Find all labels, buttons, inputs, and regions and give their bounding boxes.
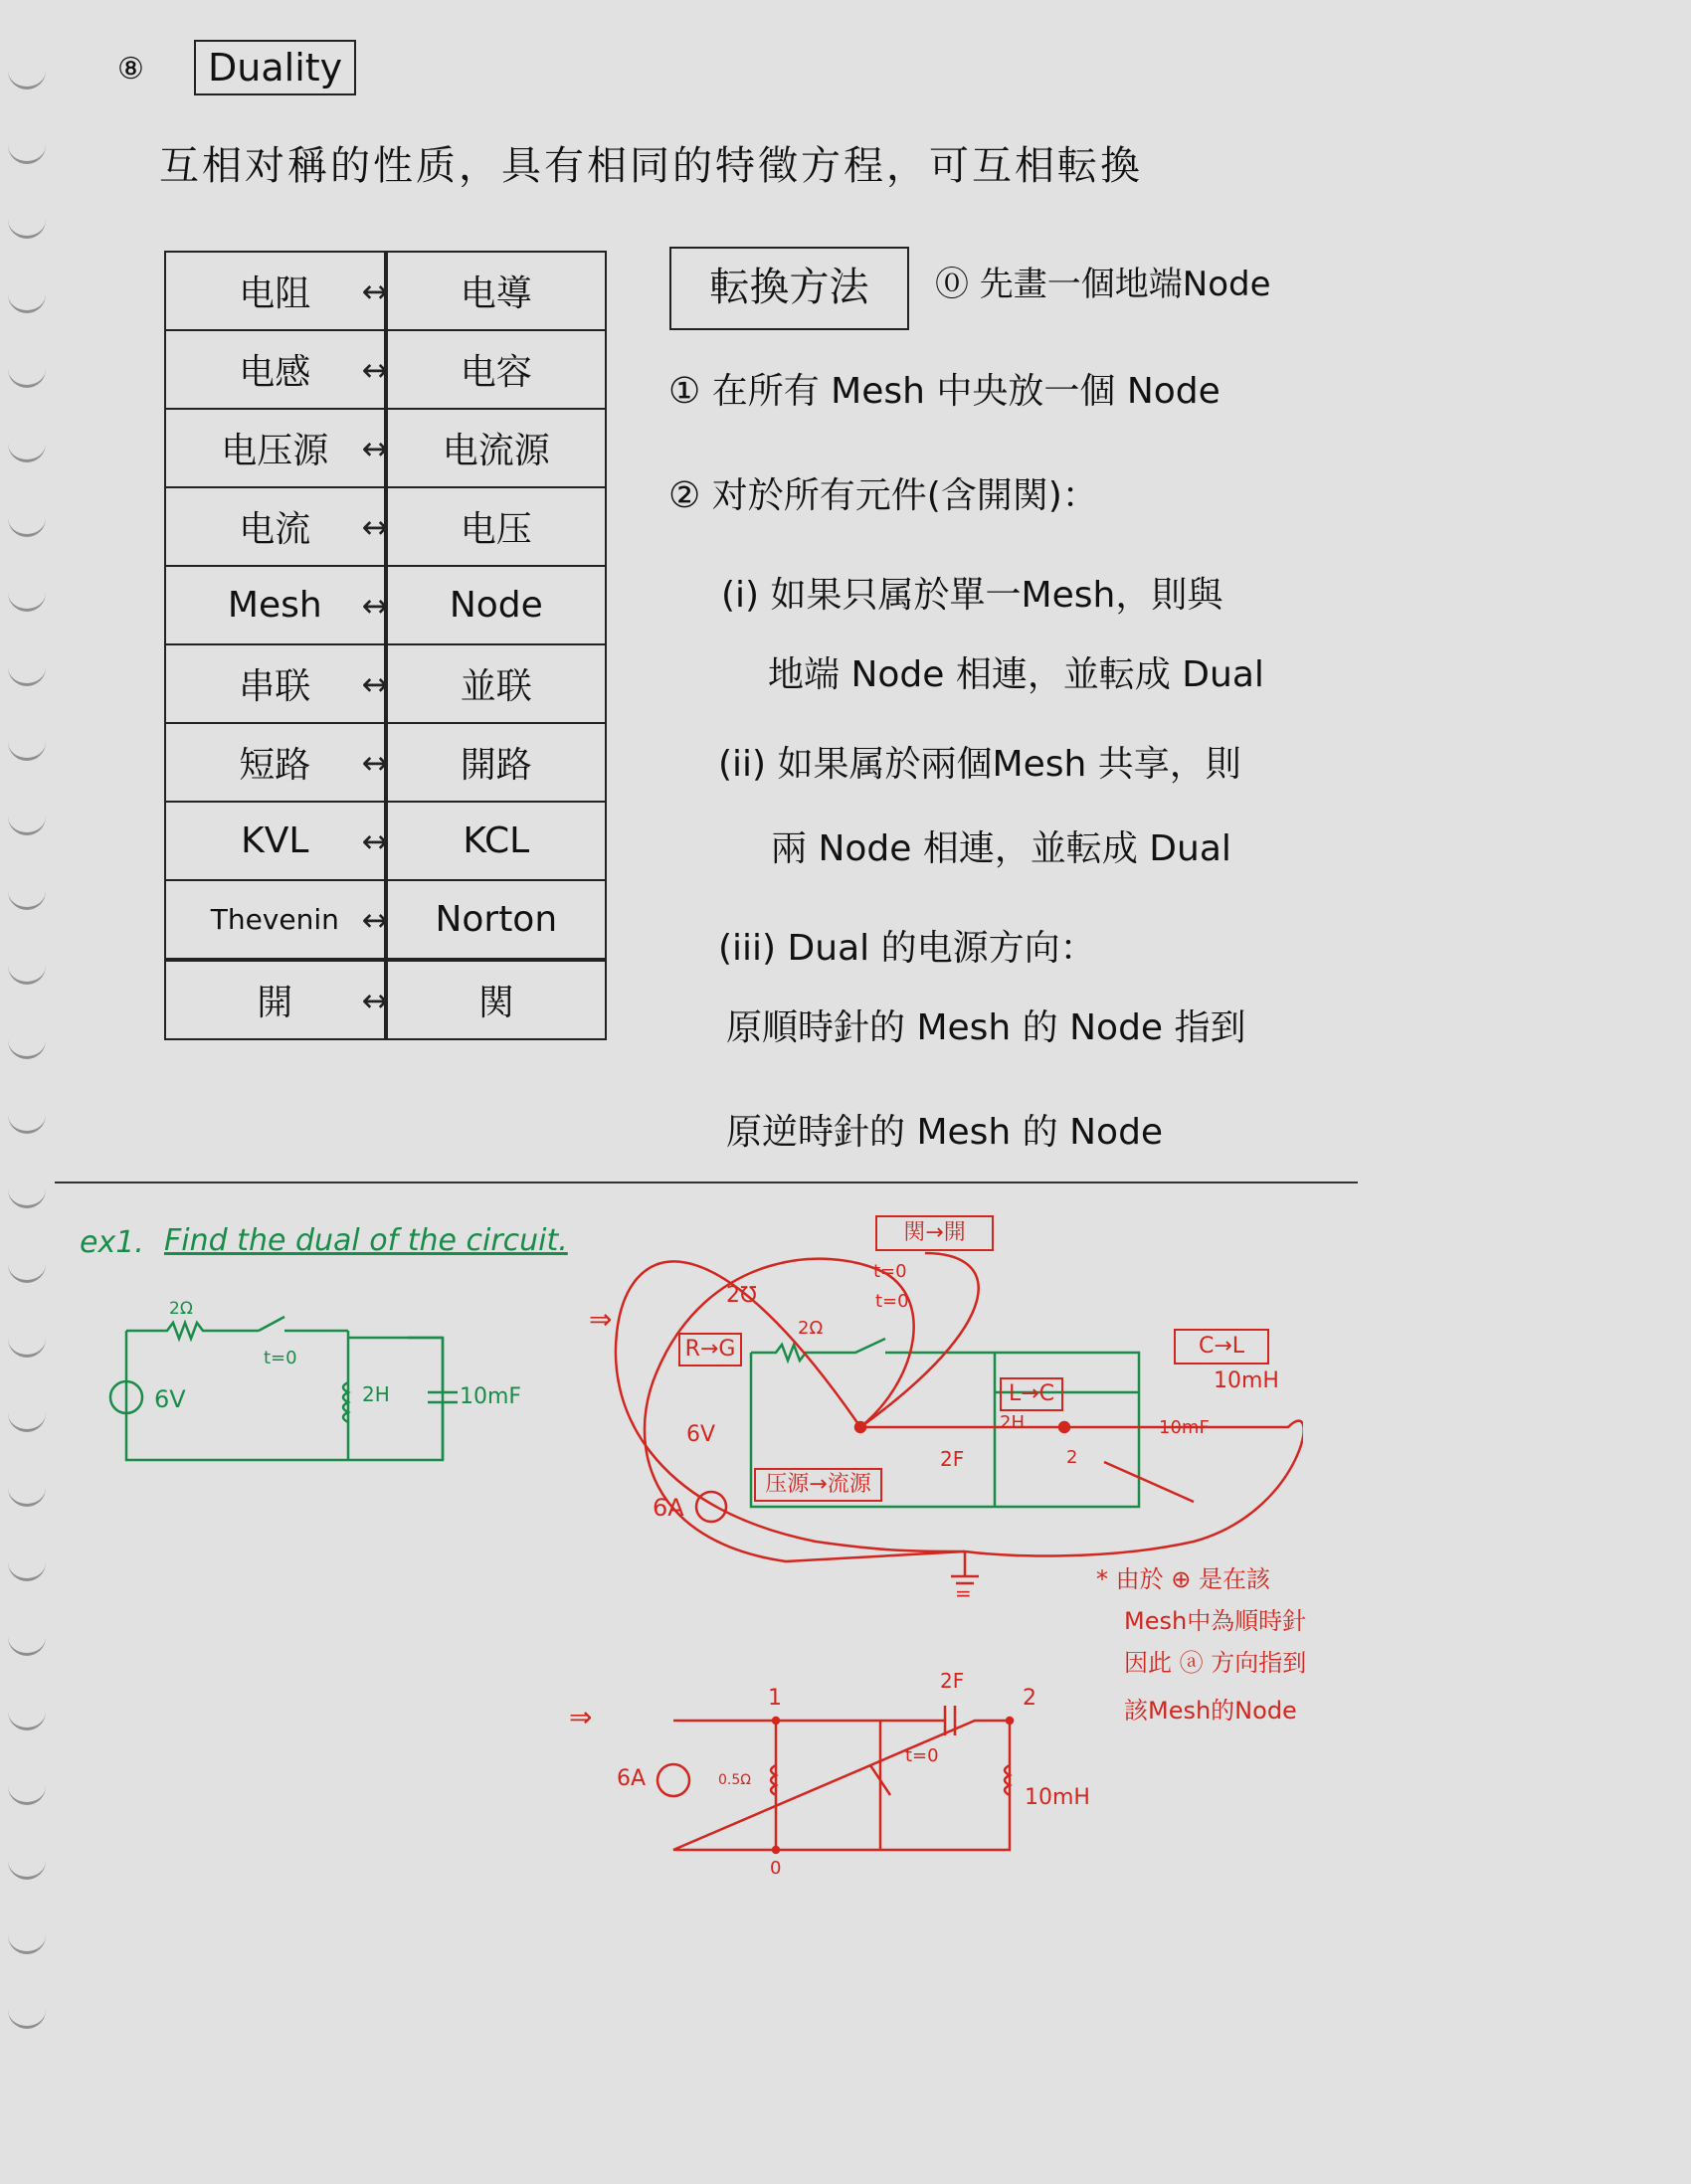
method-sub-2a: (ii) 如果属於兩個Mesh 共享，則 xyxy=(718,744,1241,785)
method-step-1: ① 在所有 Mesh 中央放一個 Node xyxy=(668,371,1221,412)
section-title: Duality xyxy=(194,40,356,95)
duality-left: Thevenin xyxy=(165,880,385,960)
method-sub-1a: (i) 如果只属於單一Mesh，則與 xyxy=(721,575,1223,616)
resistor-icon xyxy=(126,1323,259,1339)
spiral-ring xyxy=(8,214,46,239)
method-rule-1: 原順時針的 Mesh 的 Node 指到 xyxy=(726,1007,1246,1048)
spiral-ring xyxy=(8,811,46,835)
note-line-2: Mesh中為順時針 xyxy=(1124,1607,1307,1635)
work-node-2: 2 xyxy=(1066,1447,1078,1468)
duality-divider xyxy=(361,566,389,644)
resistor-icon xyxy=(771,1721,776,1850)
work-t1: t=0 xyxy=(873,1261,907,1282)
duality-divider xyxy=(361,487,389,566)
spiral-ring xyxy=(8,438,46,462)
spiral-ring xyxy=(8,1855,46,1880)
spiral-ring xyxy=(8,661,46,686)
spiral-ring xyxy=(8,512,46,537)
duality-divider xyxy=(361,330,389,409)
spiral-ring xyxy=(8,139,46,164)
node-0-dot xyxy=(773,1847,779,1853)
dual-node xyxy=(855,1422,865,1432)
work-source-v: 6V xyxy=(686,1422,716,1447)
method-rule-2: 原逆時針的 Mesh 的 Node xyxy=(726,1112,1164,1153)
spiral-ring xyxy=(8,1556,46,1581)
work-cap2-label: 10mF xyxy=(1159,1417,1210,1438)
result-resistor-label: 0.5Ω xyxy=(718,1772,751,1788)
duality-right: 电压 xyxy=(387,487,606,566)
method-sub-3: (iii) Dual 的电源方向： xyxy=(718,928,1096,969)
spiral-ring xyxy=(8,1706,46,1730)
section-divider xyxy=(55,1182,1358,1183)
result-switch-label: t=0 xyxy=(905,1745,939,1766)
result-capacitor-label: 2F xyxy=(940,1669,965,1693)
method-step-0: ⓪ 先畫一個地端Node xyxy=(935,265,1271,304)
spiral-ring xyxy=(8,65,46,90)
double-arrow-icon: ↔ xyxy=(361,429,389,467)
result-arrow: ⇒ xyxy=(569,1701,593,1733)
note-line-4: 該Mesh的Node xyxy=(1124,1697,1297,1725)
double-arrow-icon: ↔ xyxy=(361,507,389,546)
duality-left: 短路 xyxy=(165,723,385,802)
work-r-label: 2Ω xyxy=(798,1318,824,1339)
current-source-icon xyxy=(658,1764,689,1796)
spiral-binding xyxy=(0,0,60,2184)
duality-right: Norton xyxy=(387,880,606,960)
duality-row xyxy=(165,566,606,644)
duality-row xyxy=(165,644,606,723)
method-sub-2b: 兩 Node 相連，並転成 Dual xyxy=(771,828,1231,869)
orig-switch-label: t=0 xyxy=(264,1348,297,1368)
orig-source-label: 6V xyxy=(154,1385,186,1413)
duality-divider xyxy=(361,802,389,880)
spiral-ring xyxy=(8,2004,46,2029)
ground-icon xyxy=(951,1551,979,1583)
duality-right: 电流源 xyxy=(387,409,606,487)
section-number: ⑧ xyxy=(117,52,144,87)
duality-row xyxy=(165,723,606,802)
spiral-ring xyxy=(8,587,46,612)
section-subtitle: 互相对稱的性质，具有相同的特徵方程，可互相転換 xyxy=(159,143,1143,189)
duality-right: KCL xyxy=(387,802,606,880)
duality-row xyxy=(165,330,606,409)
box-switch: 関→開 xyxy=(875,1215,994,1251)
duality-right: 並联 xyxy=(387,644,606,723)
spiral-ring xyxy=(8,1258,46,1283)
duality-row xyxy=(165,252,606,330)
duality-right: 电導 xyxy=(387,252,606,330)
spiral-ring xyxy=(8,1929,46,1954)
duality-right: 開路 xyxy=(387,723,606,802)
duality-left: 电感 xyxy=(165,330,385,409)
duality-right: 电容 xyxy=(387,330,606,409)
duality-divider xyxy=(361,644,389,723)
work-ind-label: 2H xyxy=(1000,1412,1025,1433)
duality-divider xyxy=(361,409,389,487)
double-arrow-icon: ↔ xyxy=(361,586,389,625)
duality-left: 电流 xyxy=(165,487,385,566)
spiral-ring xyxy=(8,1034,46,1059)
duality-divider xyxy=(361,960,389,1039)
duality-right: Node xyxy=(387,566,606,644)
duality-row xyxy=(165,960,606,1039)
double-arrow-icon: ↔ xyxy=(361,900,389,939)
double-arrow-icon: ↔ xyxy=(361,981,389,1019)
work-t2: t=0 xyxy=(875,1291,909,1312)
duality-row xyxy=(165,802,606,880)
orig-inductor-label: 2H xyxy=(362,1382,390,1406)
result-inductor-label: 10mH xyxy=(1025,1785,1090,1810)
box-source: 压源→流源 xyxy=(754,1468,882,1502)
duality-row xyxy=(165,487,606,566)
duality-left: 电压源 xyxy=(165,409,385,487)
duality-row xyxy=(165,409,606,487)
duality-right: 関 xyxy=(387,960,606,1039)
double-arrow-icon: ↔ xyxy=(361,743,389,782)
note-line-3: 因此 ⓐ 方向指到 xyxy=(1124,1649,1307,1677)
method-sub-1b: 地端 Node 相連，並転成 Dual xyxy=(768,654,1264,695)
work-arrow: ⇒ xyxy=(589,1303,613,1336)
duality-left: 电阻 xyxy=(165,252,385,330)
work-ind2-label: 10mH xyxy=(1214,1368,1279,1393)
duality-left: KVL xyxy=(165,802,385,880)
spiral-ring xyxy=(8,1109,46,1134)
inductor-icon xyxy=(343,1331,348,1460)
double-arrow-icon: ↔ xyxy=(361,272,389,310)
duality-row xyxy=(165,880,606,960)
note-arrow xyxy=(1104,1462,1194,1502)
note-line-1: * 由於 ⊕ 是在該 xyxy=(1096,1565,1270,1593)
work-ground-label: = xyxy=(955,1581,972,1605)
switch-icon xyxy=(870,1721,890,1850)
work-cap-label: 2F xyxy=(940,1447,965,1471)
box-c-to-l: C→L xyxy=(1174,1329,1269,1365)
example-label: ex1. xyxy=(80,1225,144,1260)
duality-left: Mesh xyxy=(165,566,385,644)
result-node-2: 2 xyxy=(1023,1686,1036,1711)
spiral-ring xyxy=(8,288,46,313)
spiral-ring xyxy=(8,960,46,985)
work-g-label: 2℧ xyxy=(726,1283,757,1308)
result-node-0: 0 xyxy=(770,1858,782,1879)
spiral-ring xyxy=(8,1183,46,1208)
dual-wire xyxy=(860,1421,1303,1556)
method-step-2: ② 对於所有元件(含開関)： xyxy=(668,475,1098,516)
duality-divider xyxy=(361,723,389,802)
box-l-to-c: L→C xyxy=(1000,1377,1063,1411)
current-source-icon xyxy=(696,1492,726,1522)
result-node-1: 1 xyxy=(768,1686,782,1711)
example-prompt: Find the dual of the circuit. xyxy=(164,1223,568,1258)
double-arrow-icon: ↔ xyxy=(361,664,389,703)
dual-node xyxy=(1059,1422,1069,1432)
spiral-ring xyxy=(8,1333,46,1358)
spiral-ring xyxy=(8,363,46,388)
spiral-ring xyxy=(8,885,46,910)
orig-capacitor-label: 10mF xyxy=(460,1384,522,1409)
spiral-ring xyxy=(8,1780,46,1805)
dual-wire xyxy=(645,1259,965,1561)
duality-divider xyxy=(361,880,389,960)
double-arrow-icon: ↔ xyxy=(361,350,389,389)
orig-r-label: 2Ω xyxy=(169,1299,193,1319)
spiral-ring xyxy=(8,1631,46,1656)
spiral-ring xyxy=(8,1407,46,1432)
duality-divider xyxy=(361,252,389,330)
node-2-dot xyxy=(1007,1718,1013,1724)
spiral-ring xyxy=(8,736,46,761)
work-source-i: 6A xyxy=(653,1494,684,1522)
duality-table xyxy=(164,251,607,1040)
duality-left: 開 xyxy=(165,960,385,1039)
result-dual-circuit xyxy=(647,1691,1064,1880)
resistor-icon xyxy=(751,1339,995,1361)
spiral-ring xyxy=(8,1482,46,1507)
double-arrow-icon: ↔ xyxy=(361,821,389,860)
box-r-to-g: R→G xyxy=(678,1333,742,1366)
result-source-label: 6A xyxy=(617,1766,647,1791)
method-title: 転換方法 xyxy=(669,247,909,330)
switch-icon xyxy=(259,1317,348,1331)
node-1-dot xyxy=(773,1718,779,1724)
duality-left: 串联 xyxy=(165,644,385,723)
